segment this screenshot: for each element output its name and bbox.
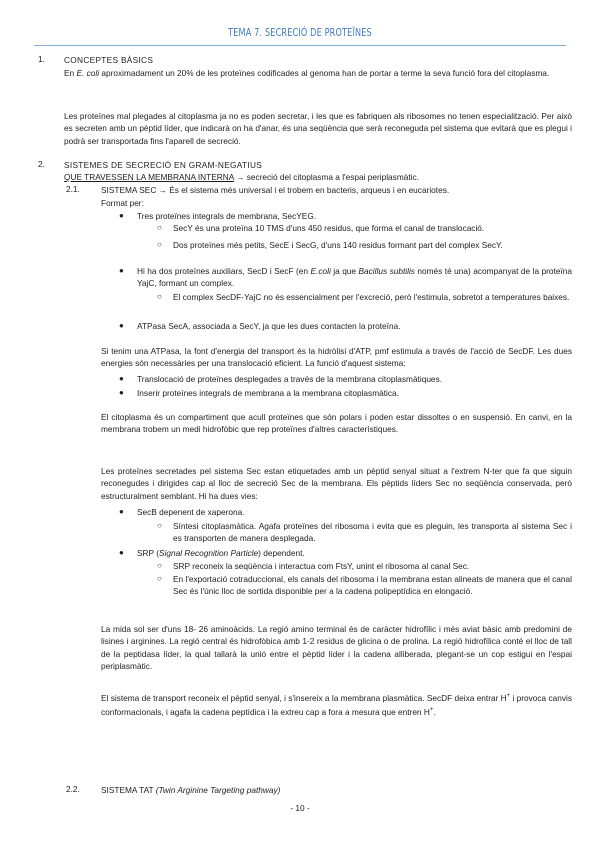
list-item: SecB depenent de xaperona. xyxy=(137,507,245,517)
circle-bullet-icon: ○ xyxy=(157,574,162,583)
section-2-title: SISTEMES DE SECRECIÓ EN GRAM-NEGATIUS xyxy=(64,160,263,170)
list-item: Inserir proteïnes integrals de membrana a la membrana citoplasmàtica. xyxy=(137,388,399,398)
section-2-2-title: SISTEMA TAT (Twin Arginine Targeting pathway) xyxy=(101,785,281,795)
section-2-1-number: 2.1. xyxy=(66,184,80,194)
paragraph-atpasa: Si tenim una ATPasa, la font d'energia del transport és la hidròlisi d'ATP, pmf estimula a través de l'acció de SecDF. Les dues energies són necessàries per una translocació eficient. La funció d'aquest sistema: xyxy=(101,346,572,369)
paragraph-mida: La mida sol ser d'uns 18- 26 aminoàcids. La regió amino terminal és de caràcter hidrofílic i més aviat bàsic amb predomini de lisines i arginines. La regió central és hidrofòbica amb 1-2 residus de glicina o de prolina. La regió hidrofílica conté el lloc de tall de la peptidasa líder, la qual tallarà la unió entre el pèptid líder i la cadena alliberada, plegant-se un cop estigui en l'espai periplasmàtic. xyxy=(101,624,572,672)
bullet-icon: ● xyxy=(119,211,124,220)
section-2-1-title: SISTEMA SEC → És el sistema més universal i el trobem en bacteris, arqueus i en eucariotes. xyxy=(101,185,450,195)
bullet-icon: ● xyxy=(119,388,124,397)
list-item: En l'exportació cotraduccional, els canals del ribosoma i la membrana estan alineats de manera que el canal Sec és l'únic lloc de sortida disponible per a la cadena polipeptídica en elongació. xyxy=(173,574,572,597)
list-item: Translocació de proteïnes desplegades a través de la membrana citoplasmàtiques. xyxy=(137,374,443,384)
bullet-icon: ● xyxy=(119,548,124,557)
list-item: Síntesi citoplasmàtica. Agafa proteïnes del ribosoma i evita que es pleguin, les transporta al sistema Sec i es transporten de manera desplegada. xyxy=(173,521,572,544)
circle-bullet-icon: ○ xyxy=(157,240,162,249)
list-item: El complex SecDF-YajC no és essencialment per l'excreció, però l'estimula, sobretot a temperatures baixes. xyxy=(173,292,570,302)
page-title: TEMA 7. SECRECIÓ DE PROTEÏNES xyxy=(228,26,372,39)
list-item: SRP reconeix la seqüència i interactua com FtsY, unint el ribosoma al canal Sec. xyxy=(173,561,470,571)
list-item: Dos proteïnes més petits, SecE i SecG, d'uns 140 residus formant part del complex SecY. xyxy=(173,240,503,250)
section-1-number: 1. xyxy=(38,54,45,64)
circle-bullet-icon: ○ xyxy=(157,292,162,301)
section-1-paragraph-2: Les proteïnes mal plegades al citoplasma ja no es poden secretar, i les que es fabriquen als ribosomes no tenen especialització. Per això es secreten amb un pèptid líder, que indicarà on ha d'anar, és una seqüència que serà reconeguda pel sistema que evitarà que es plegui i podrà ser transportada fins l'aparell de secreció. xyxy=(64,111,572,146)
circle-bullet-icon: ○ xyxy=(157,561,162,570)
paragraph-sistema-transport: El sistema de transport reconeix el pèptid senyal, i s'insereix a la membrana plasmàtica. SecDF deixa entrar H+ i provoca canvis conformacionals, i agafa la cadena peptídica i la extreu cap a fora a mesura que entren H+. xyxy=(101,692,573,717)
list-item: ATPasa SecA, associada a SecY, ja que les dues contacten la proteïna. xyxy=(137,321,401,331)
bullet-icon: ● xyxy=(119,374,124,383)
circle-bullet-icon: ○ xyxy=(157,223,162,232)
list-item: SRP (Signal Recognition Particle) dependent. xyxy=(137,548,305,558)
paragraph-citoplasma: El citoplasma és un compartiment que acull proteïnes que són polars i poden estar dissoltes o en suspensió. En canvi, en la membrana trobem un medi hidrofòbic que rep proteïnes d'altres característiques. xyxy=(101,412,572,435)
section-2-subtitle: QUE TRAVESSEN LA MEMBRANA INTERNA → secreció del citoplasma a l'espai periplasmàtic. xyxy=(64,172,419,182)
section-1-title: CONCEPTES BÀSICS xyxy=(64,55,154,65)
bullet-icon: ● xyxy=(119,266,124,275)
bullet-icon: ● xyxy=(119,507,124,516)
section-1-paragraph-1: En E. coli aproximadament un 20% de les proteïnes codificades al genoma han de portar a terme la seva funció fora del citoplasma. xyxy=(64,68,550,78)
paragraph-sistema-sec: Les proteïnes secretades pel sistema Sec estan etiquetades amb un pèptid senyal situat a l'extrem N-ter que fa que siguin reconegudes i dirigides cap al lloc de secreció Sec de la membrana. Els pèptids líders Sec no seqüència conservada, però estructuralment semblant. Hi ha dues vies: xyxy=(101,466,572,501)
section-2-number: 2. xyxy=(38,159,45,169)
list-item: SecY és una proteïna 10 TMS d'uns 450 residus, que forma el canal de translocació. xyxy=(173,223,485,233)
bullet-icon: ● xyxy=(119,321,124,330)
page-number: - 10 - xyxy=(290,803,310,813)
circle-bullet-icon: ○ xyxy=(157,521,162,530)
section-2-2-number: 2.2. xyxy=(66,784,80,794)
format-label: Format per: xyxy=(101,198,144,208)
header-divider xyxy=(34,45,566,46)
list-item: Hi ha dos proteïnes auxiliars, SecD i SecF (en E.coli ja que Bacillus subtilis només té una) acompanyat de la proteïna YajC, formant un complex. xyxy=(137,266,572,289)
list-item: Tres proteïnes integrals de membrana, SecYEG. xyxy=(137,211,317,221)
